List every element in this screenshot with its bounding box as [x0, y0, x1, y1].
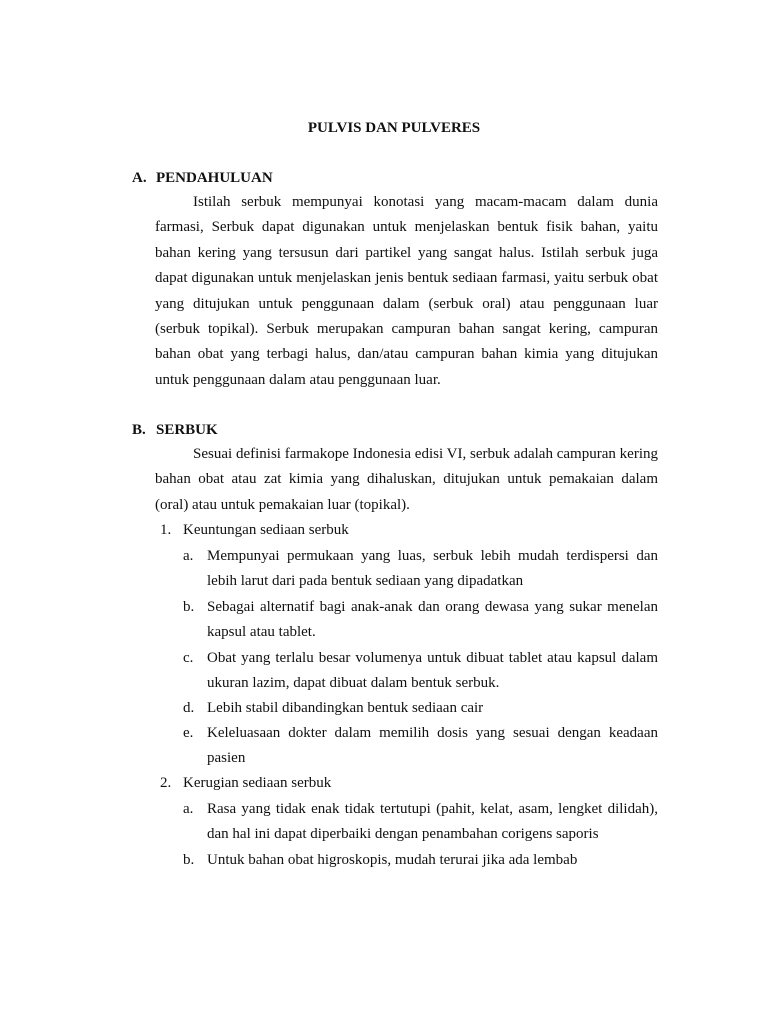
subitem-letter: c. [183, 650, 194, 666]
section-a-heading [132, 170, 273, 187]
section-b-letter: B. [132, 422, 146, 438]
section-b-title: SERBUK [156, 422, 218, 438]
list-item-advantages [160, 518, 349, 543]
section-b-text: Sesuai definisi farmakope Indonesia edisi VI, serbuk adalah campuran kering bahan obat atau zat kimia yang dihaluskan, ditujukan untuk pemakaian dalam (oral) atau untuk pemakaian luar (topikal). [155, 446, 658, 513]
section-a-title: PENDAHULUAN [156, 170, 273, 186]
list-subitem [183, 721, 658, 772]
section-a-text: Istilah serbuk mempunyai konotasi yang macam-macam dalam dunia farmasi, Serbuk dapat digunakan untuk menjelaskan bentuk fisik bahan, yaitu bahan kering yang tersusun dari partikel yang sangat halus. Istilah serbuk juga dapat digunakan untuk menjelaskan jenis bentuk sediaan farmasi, yaitu serbuk obat yang ditujukan untuk penggunaan dalam (serbuk oral) atau penggunaan luar (serbuk topikal). Serbuk merupakan campuran bahan sangat kering, campuran bahan obat yang terbagi halus, dan/atau campuran bahan kimia yang ditujukan untuk penggunaan dalam atau penggunaan luar. [155, 194, 658, 388]
subitem-text: Lebih stabil dibandingkan bentuk sediaan cair [207, 700, 484, 716]
section-a-paragraph [155, 190, 658, 393]
list-subitem [183, 595, 658, 646]
subitem-letter: a. [183, 548, 194, 564]
list-subitem [183, 696, 658, 721]
list-number: 1. [160, 522, 172, 538]
subitem-letter: b. [183, 852, 195, 868]
list-subitem [183, 848, 658, 873]
subitem-text: Untuk bahan obat higroskopis, mudah terurai jika ada lembab [207, 852, 578, 868]
subitem-letter: d. [183, 700, 195, 716]
list-label: Keuntungan sediaan serbuk [183, 522, 349, 538]
subitem-letter: a. [183, 801, 194, 817]
subitem-text: Mempunyai permukaan yang luas, serbuk lebih mudah terdispersi dan lebih larut dari pada bentuk sediaan yang dipadatkan [207, 548, 658, 590]
section-a-letter: A. [132, 170, 147, 186]
subitem-text: Sebagai alternatif bagi anak-anak dan orang dewasa yang sukar menelan kapsul atau tablet. [207, 599, 658, 641]
subitem-letter: b. [183, 599, 195, 615]
list-number: 2. [160, 775, 172, 791]
subitem-letter: e. [183, 725, 194, 741]
subitem-text: Keleluasaan dokter dalam memilih dosis yang sesuai dengan keadaan pasien [207, 725, 658, 767]
page-title: PULVIS DAN PULVERES [307, 120, 481, 136]
list-subitem [183, 797, 658, 848]
subitem-text: Rasa yang tidak enak tidak tertutupi (pahit, kelat, asam, lengket dilidah), dan hal ini dapat diperbaiki dengan penambahan corigens saporis [207, 801, 658, 843]
list-subitem [183, 544, 658, 595]
section-b-heading [132, 422, 218, 439]
section-b-paragraph [155, 442, 658, 518]
list-item-disadvantages [160, 771, 331, 796]
subitem-text: Obat yang terlalu besar volumenya untuk dibuat tablet atau kapsul dalam ukuran lazim, dapat dibuat dalam bentuk serbuk. [207, 650, 658, 692]
list-subitem [183, 646, 658, 697]
list-label: Kerugian sediaan serbuk [183, 775, 332, 791]
